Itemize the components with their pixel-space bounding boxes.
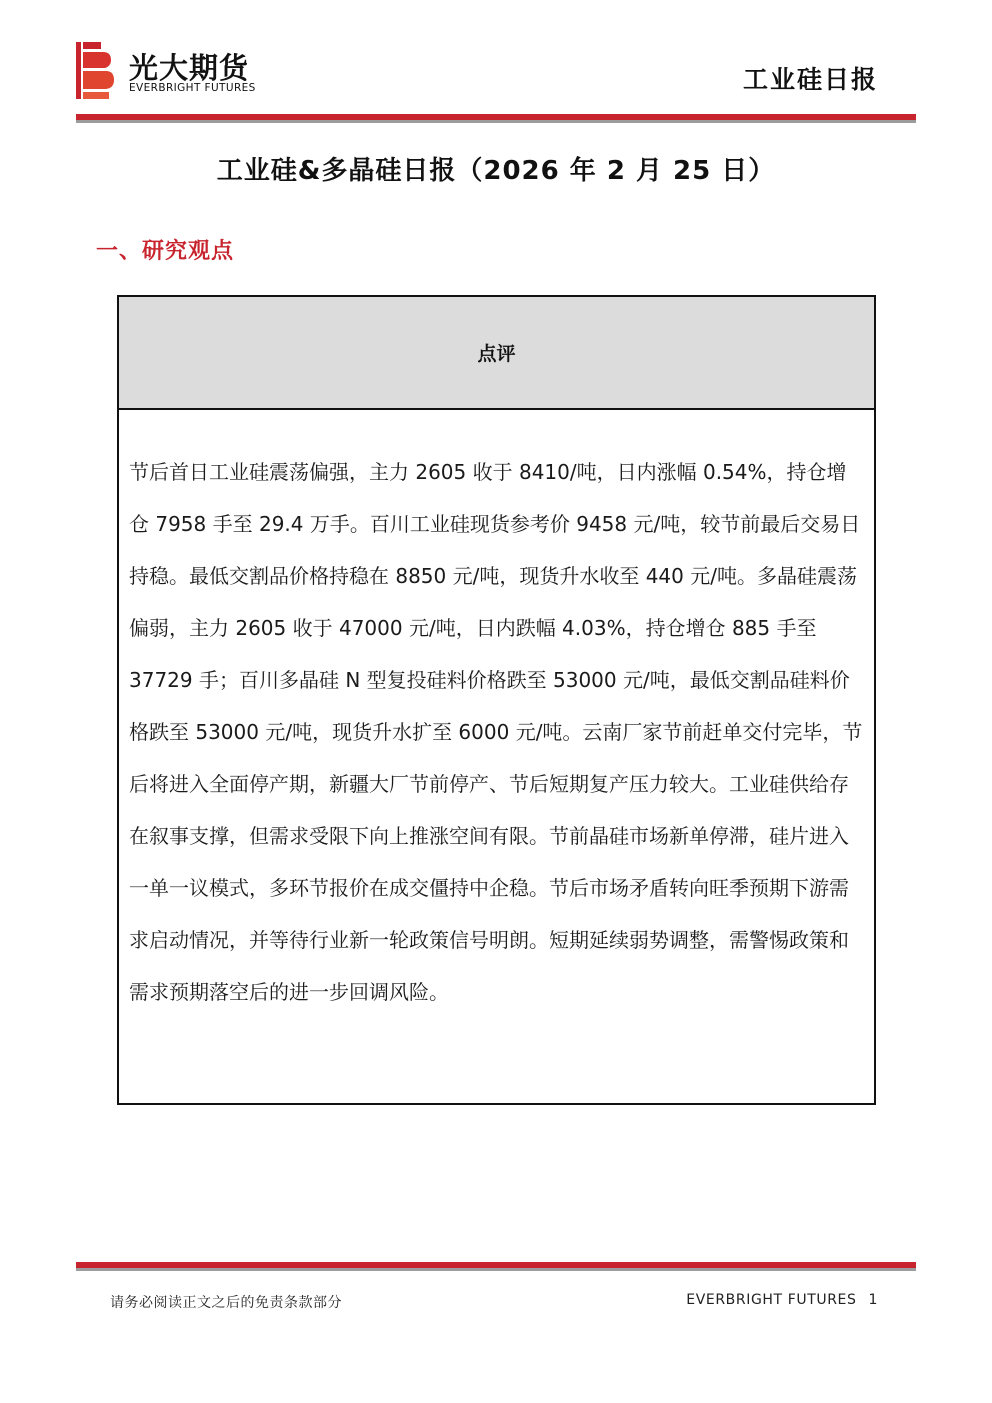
footer-divider: [76, 1262, 916, 1271]
document-title: 工业硅&多晶硅日报（2026 年 2 月 25 日）: [216, 156, 776, 186]
header-divider: [76, 114, 916, 123]
brand-logo: [76, 42, 286, 100]
page-number: 1: [868, 1292, 878, 1308]
footer-brand-block: [686, 1292, 878, 1308]
comment-header-label: 点评: [477, 343, 516, 365]
brand-name-cn: 光大期货: [129, 51, 250, 85]
brand-name-en: EVERBRIGHT FUTURES: [129, 82, 256, 94]
section-heading: 一、研究观点: [96, 239, 235, 264]
footer-brand: EVERBRIGHT FUTURES: [686, 1292, 857, 1308]
report-type-title: 工业硅日报: [742, 65, 878, 94]
comment-table: [117, 295, 876, 1105]
comment-table-header: [119, 297, 874, 410]
everbright-logo-icon: [76, 42, 116, 99]
comment-body-text: 节后首日工业硅震荡偏强，主力 2605 收于 8410/吨，日内涨幅 0.54%，持仓增仓 7958 手至 29.4 万手。百川工业硅现货参考价 9458 元/吨，较节前最后交易日持稳。最低交割品价格持稳在 8850 元/吨，现货升水收至 440 元/吨。多晶硅震荡偏弱，主力 2605 收于 47000 元/吨，日内跌幅 4.03%，持仓增仓 885 手至 37729 手；百川多晶硅 N 型复投硅料价格跌至 53000 元/吨，最低交割品硅料价格跌至 53000 元/吨，现货升水扩至 6000 元/吨。云南厂家节前赶单交付完毕，节后将进入全面停产期，新疆大厂节前停产、节后短期复产压力较大。工业硅供给存在叙事支撑，但需求受限下向上推涨空间有限。节前晶硅市场新单停滞，硅片进入一单一议模式，多环节报价在成交僵持中企稳。节后市场矛盾转向旺季预期下游需求启动情况，并等待行业新一轮政策信号明朗。短期延续弱势调整，需警惕政策和需求预期落空后的进一步回调风险。: [129, 460, 863, 1004]
footer-disclaimer: 请务必阅读正文之后的免责条款部分: [110, 1295, 342, 1311]
